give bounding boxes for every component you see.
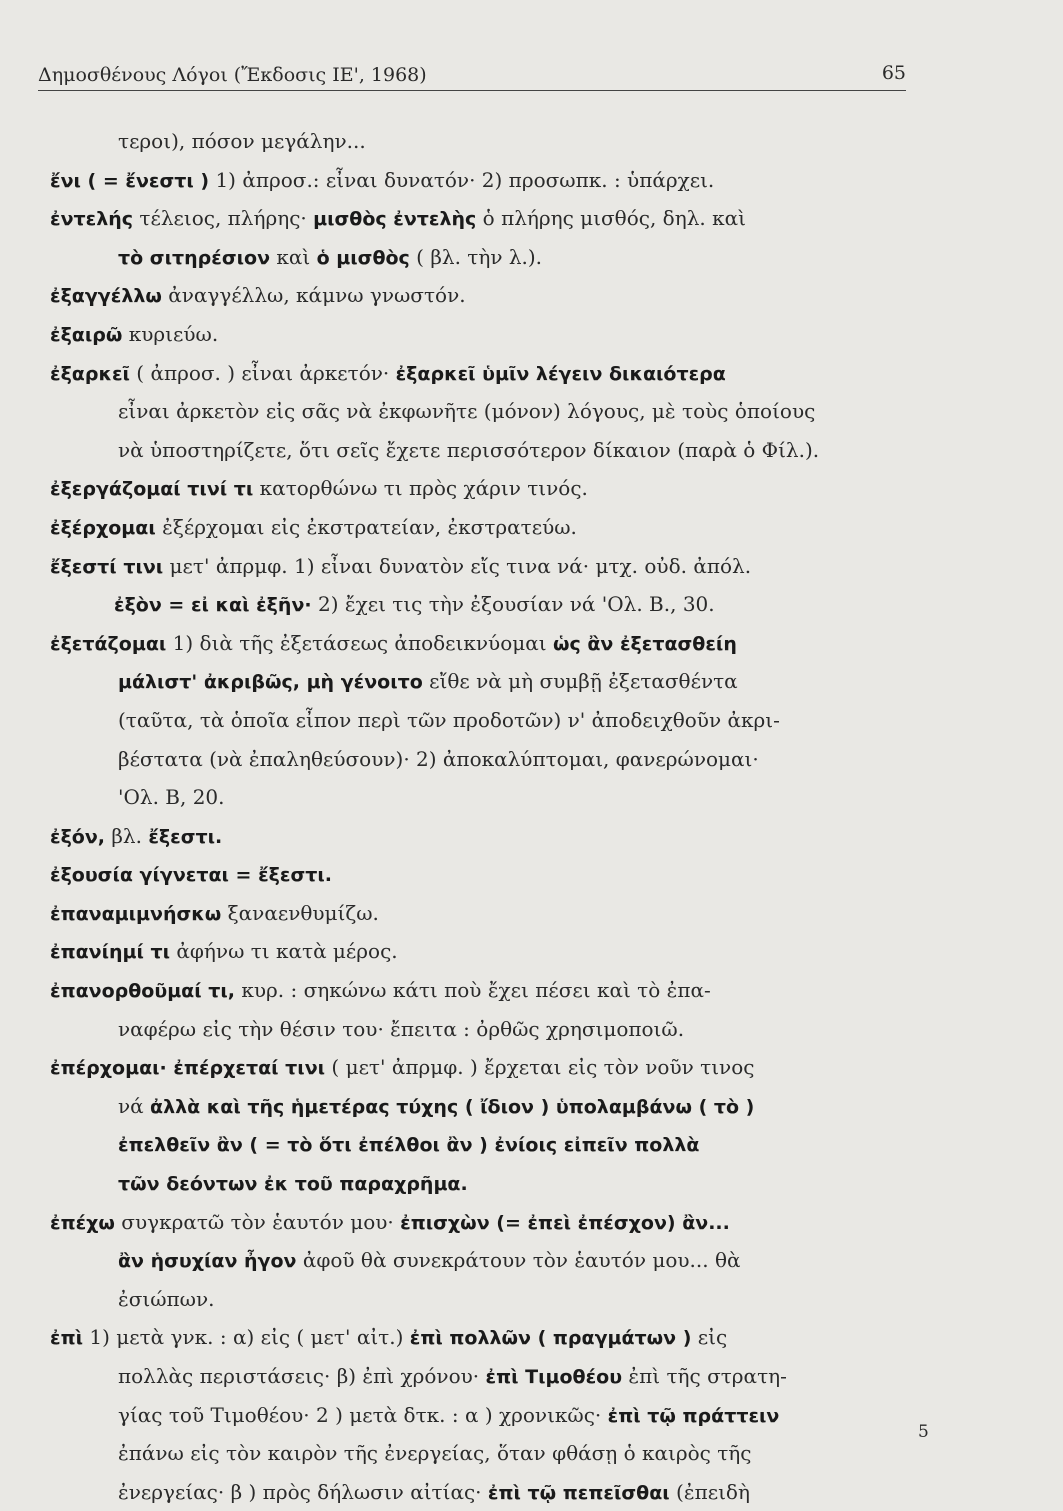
definition-text: ( βλ. τὴν λ.). (409, 244, 543, 269)
glossary-body (50, 122, 930, 1511)
definition-text: ὁ πλήρης μισθός, δηλ. καὶ (476, 206, 746, 231)
text-line (50, 971, 930, 1010)
headword: ὡς ἂν ἐξετασθείη (552, 632, 737, 655)
headword: ἐξαρκεῖ ὑμῖν λέγειν δικαιότερα (395, 362, 726, 385)
header-title: Δημοσθένους Λόγοι (Ἔκδοσις ΙΕ', 1968) (38, 64, 427, 86)
definition-text: τεροι), πόσον μεγάλην... (118, 129, 366, 153)
text-line (50, 238, 930, 277)
headword: ἔξεστί τινι (50, 555, 164, 578)
headword: ἔξεστι. (148, 825, 223, 848)
definition-text: (ἐπειδὴ (669, 1479, 750, 1504)
text-line (50, 1164, 930, 1203)
signature-mark: 5 (918, 1422, 929, 1442)
text-line (50, 199, 930, 238)
text-line (50, 855, 930, 894)
headword: ἐπὶ πολλῶν ( πραγμάτων ) (409, 1327, 692, 1350)
text-line (50, 1203, 930, 1242)
headword: ἐπανορθοῦμαί τι, (50, 980, 235, 1003)
headword: ὁ μισθὸς (316, 246, 410, 269)
headword: ἐντελής (50, 208, 134, 231)
text-line (50, 1048, 930, 1087)
definition-text: βλ. (105, 823, 149, 848)
definition-text: βέστατα (νὰ ἐπαληθεύσουν)· 2) ἀποκαλύπτομαι, φανερώνομαι· (118, 746, 759, 771)
definition-text: ἀφήνω τι κατὰ μέρος. (170, 939, 398, 964)
definition-text: ἐνεργείας· β ) πρὸς δήλωσιν αἰτίας· (118, 1479, 488, 1504)
headword: ἐξετάζομαι (50, 632, 167, 655)
headword: ἐξουσία γίγνεται = ἔξεστι. (50, 864, 333, 887)
definition-text: (ταῦτα, τὰ ὁποῖα εἶπον περὶ τῶν προδοτῶν) ν' ἀποδειχθοῦν ἀκρι- (118, 707, 780, 732)
definition-text: 'Ολ. Β, 20. (118, 785, 225, 810)
text-line (50, 1473, 930, 1511)
headword: ἐπὶ Τιμοθέου (485, 1366, 623, 1388)
headword: ἐπανίημί τι (50, 941, 171, 964)
text-line (50, 1125, 930, 1164)
headword: τῶν δεόντων ἐκ τοῦ παραχρῆμα. (118, 1173, 468, 1196)
headword: μάλιστ' ἀκριβῶς, μὴ γένοιτο (118, 671, 423, 694)
text-line (50, 354, 930, 393)
headword: ἀλλὰ καὶ τῆς ἡμετέρας τύχης ( ἴδιον ) ὑπολαμβάνω ( τὸ ) (150, 1095, 755, 1118)
definition-text: εἴθε νὰ μὴ συμβῇ ἐξετασθέντα (422, 669, 738, 694)
definition-text: 2) ἔχει τις τὴν ἐξουσίαν νά 'Ολ. Β., 30. (311, 592, 715, 617)
definition-text: 1) μετὰ γνκ. : α) εἰς ( μετ' αἰτ.) (83, 1325, 410, 1350)
headword: ἐξαγγέλλω (50, 285, 162, 308)
headword: ἔνι ( = ἔνεστι ) (50, 169, 210, 192)
definition-text: καὶ (270, 244, 317, 269)
text-line (50, 740, 930, 779)
definition-text: ἀναγγέλλω, κάμνω γνωστόν. (161, 283, 466, 308)
definition-text: ἐπάνω εἰς τὸν καιρὸν τῆς ἐνεργείας, ὅταν φθάσῃ ὁ καιρὸς τῆς (118, 1441, 752, 1466)
text-line (50, 1280, 930, 1319)
text-line (50, 392, 930, 431)
headword: ἐπελθεῖν ἂν ( = τὸ ὅτι ἐπέλθοι ἂν ) ἐνίοις εἰπεῖν πολλὰ (118, 1134, 700, 1157)
definition-text: ἐπὶ τῆς στρατη- (622, 1364, 787, 1388)
headword: ἐξεργάζομαί τινί τι (50, 478, 254, 501)
headword: μισθὸς ἐντελὴς (313, 208, 477, 231)
text-line (50, 894, 930, 933)
definition-text: κυρ. : σηκώνω κάτι ποὺ ἔχει πέσει καὶ τὸ ἐπα- (235, 978, 711, 1003)
text-line (50, 1010, 930, 1049)
definition-text: γίας τοῦ Τιμοθέου· 2 ) μετὰ δτκ. : α ) χρονικῶς· (118, 1402, 608, 1427)
headword: ἂν ἡσυχίαν ἦγον (118, 1250, 297, 1273)
text-line (50, 1318, 930, 1357)
headword: ἐπισχὼν (= ἐπεὶ ἐπέσχον) ἂν... (400, 1211, 730, 1234)
definition-text: συγκρατῶ τὸν ἑαυτόν μου· (114, 1209, 401, 1234)
text-line (50, 1357, 930, 1396)
text-line (50, 122, 930, 161)
definition-text: κυριεύω. (122, 321, 219, 346)
headword: ἐξόν, (50, 825, 106, 848)
text-line (50, 662, 930, 701)
headword: ἐξαρκεῖ (50, 362, 130, 385)
headword: ἐπαναμιμνήσκω (50, 902, 222, 925)
text-line (50, 1087, 930, 1126)
text-line (50, 778, 930, 817)
text-line (50, 547, 930, 586)
definition-text: πολλὰς περιστάσεις· β) ἐπὶ χρόνου· (118, 1364, 486, 1388)
text-line (50, 508, 930, 547)
definition-text: νά (118, 1093, 151, 1118)
definition-text: ἀφοῦ θὰ συνεκράτουν τὸν ἑαυτόν μου... θὰ (296, 1248, 741, 1273)
headword: ἐπέχω (50, 1211, 115, 1234)
definition-text: κατορθώνω τι πρὸς χάριν τινός. (253, 476, 588, 501)
definition-text: μετ' ἀπρμφ. 1) εἶναι δυνατὸν εἴς τινα νά· μτχ. οὐδ. ἀπόλ. (163, 553, 752, 578)
text-line (50, 932, 930, 971)
definition-text: τέλειος, πλήρης· (133, 206, 314, 231)
text-line (50, 161, 930, 200)
running-header (38, 58, 906, 91)
headword: ἐπέρχομαι· ἐπέρχεταί τινι (50, 1057, 326, 1080)
definition-text: ξαναενθυμίζω. (221, 900, 379, 925)
headword: ἐπὶ (50, 1327, 84, 1350)
text-line (50, 469, 930, 508)
definition-text: 1) διὰ τῆς ἐξετάσεως ἀποδεικνύομαι (166, 630, 553, 655)
definition-text: ( μετ' ἀπρμφ. ) ἔρχεται εἰς τὸν νοῦν τινος (325, 1055, 755, 1080)
text-line (50, 817, 930, 856)
definition-text: ἐξέρχομαι εἰς ἐκστρατείαν, ἐκστρατεύω. (155, 514, 577, 539)
headword: ἐπὶ τῷ πεπεῖσθαι (487, 1481, 670, 1504)
text-line (50, 1396, 930, 1435)
text-line (50, 276, 930, 315)
text-line (50, 315, 930, 354)
definition-text: εἰς (691, 1325, 728, 1350)
definition-text: νὰ ὑποστηρίζετε, ὅτι σεῖς ἔχετε περισσότερον δίκαιον (παρὰ ὁ Φίλ.). (118, 437, 820, 462)
definition-text: εἶναι ἀρκετὸν εἰς σᾶς νὰ ἐκφωνῆτε (μόνον) λόγους, μὲ τοὺς ὁποίους (118, 399, 816, 424)
definition-text: ἐσιώπων. (118, 1286, 215, 1311)
headword: ἐξὸν = εἰ καὶ ἐξῆν· (114, 594, 312, 617)
page-number: 65 (881, 62, 906, 84)
text-line (50, 1241, 930, 1280)
headword: ἐξαιρῶ (50, 323, 123, 346)
text-line (50, 701, 930, 740)
headword: ἐξέρχομαι (50, 516, 156, 539)
definition-text: ναφέρω εἰς τὴν θέσιν του· ἔπειτα : ὀρθῶς χρησιμοποιῶ. (118, 1016, 685, 1041)
text-line (50, 1434, 930, 1473)
definition-text: ( ἀπροσ. ) εἶναι ἀρκετόν· (129, 360, 396, 385)
headword: τὸ σιτηρέσιον (118, 246, 271, 269)
text-line (50, 624, 930, 663)
definition-text: 1) ἀπροσ.: εἶναι δυνατόν· 2) προσωπκ. : ὑπάρχει. (209, 167, 715, 192)
text-line (50, 431, 930, 470)
text-line (50, 585, 930, 624)
headword: ἐπὶ τῷ πράττειν (607, 1404, 780, 1427)
